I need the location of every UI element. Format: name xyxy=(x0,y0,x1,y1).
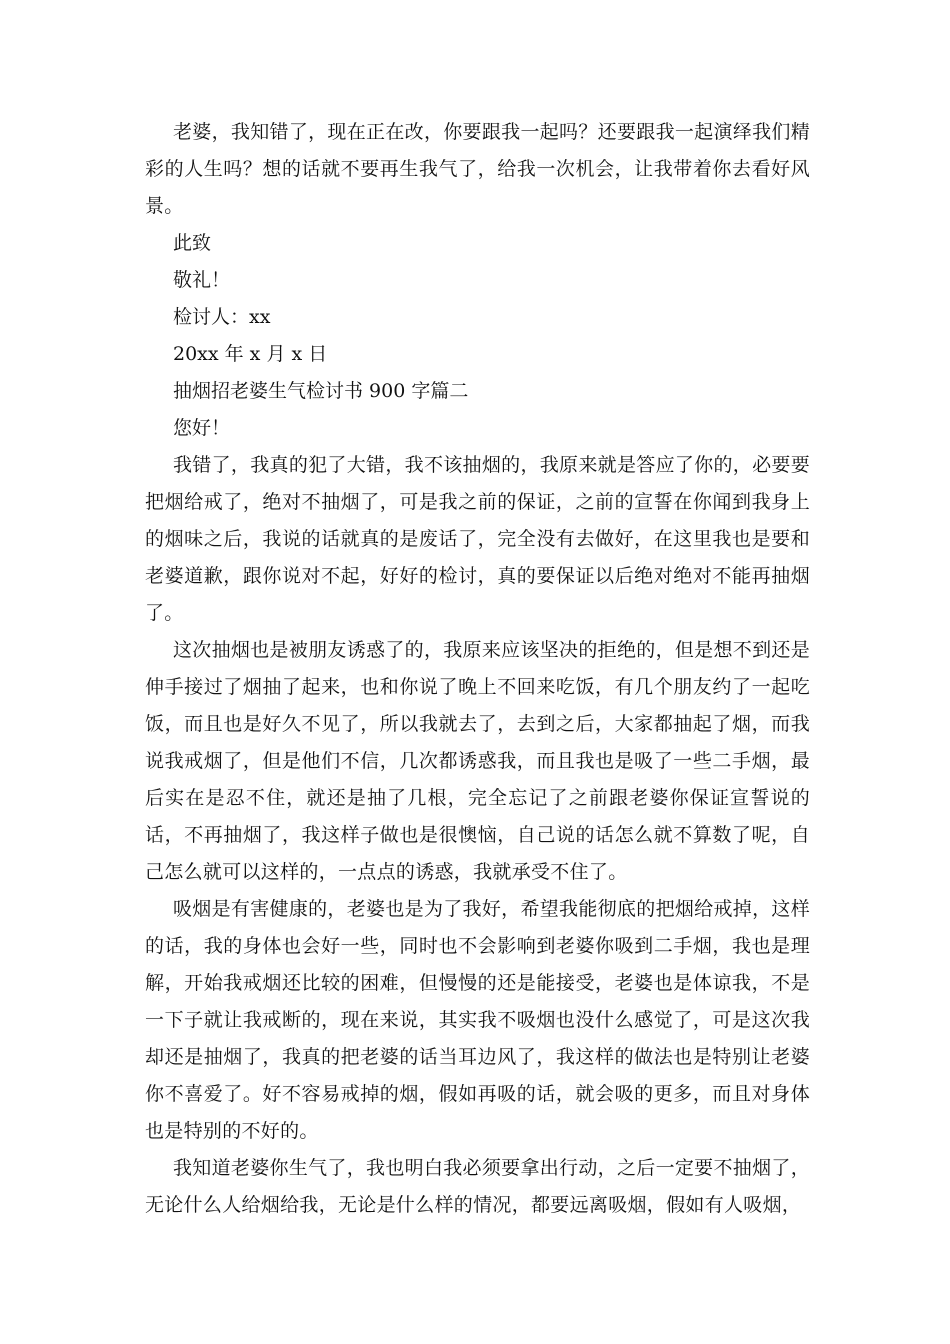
paragraph-temptation: 这次抽烟也是被朋友诱惑了的，我原来应该坚决的拒绝的，但是想不到还是伸手接过了烟抽了起来，也和你说了晚上不回来吃饭，有几个朋友约了一起吃饭，而且也是好久不见了，所以我就去了，去到之后，大家都抽起了烟，而我说我戒烟了，但是他们不信，几次都诱惑我，而且我也是吸了一些二手烟，最后实在是忍不住，就还是抽了几根，完全忘记了之前跟老婆你保证宣誓说的话，不再抽烟了，我这样子做也是很懊恼，自己说的话怎么就不算数了呢，自己怎么就可以这样的，一点点的诱惑，我就承受不住了。 xyxy=(145,639,810,883)
section-title: 抽烟招老婆生气检讨书 900 字篇二 xyxy=(173,380,469,402)
signer-line: 检讨人：xx xyxy=(173,306,271,328)
document-body xyxy=(145,114,810,1224)
greeting-line: 您好！ xyxy=(173,417,231,439)
date-line: 20xx 年 x 月 x 日 xyxy=(173,343,328,365)
closing-salutation: 此致 xyxy=(173,232,212,254)
paragraph-apology-closing: 老婆，我知错了，现在正在改，你要跟我一起吗？还要跟我一起演绎我们精彩的人生吗？想的话就不要再生我气了，给我一次机会，让我带着你去看好风景。 xyxy=(145,121,810,217)
paragraph-admission: 我错了，我真的犯了大错，我不该抽烟的，我原来就是答应了你的，必要要把烟给戒了，绝对不抽烟了，可是我之前的保证，之前的宣誓在你闻到我身上的烟味之后，我说的话就真的是废话了，完全没有去做好，在这里我也是要和老婆道歉，跟你说对不起，好好的检讨，真的要保证以后绝对绝对不能再抽烟了。 xyxy=(145,454,810,624)
closing-respect: 敬礼！ xyxy=(173,269,231,291)
paragraph-commitment: 我知道老婆你生气了，我也明白我必须要拿出行动，之后一定要不抽烟了，无论什么人给烟给我，无论是什么样的情况，都要远离吸烟，假如有人吸烟， xyxy=(145,1157,810,1216)
paragraph-health: 吸烟是有害健康的，老婆也是为了我好，希望我能彻底的把烟给戒掉，这样的话，我的身体也会好一些，同时也不会影响到老婆你吸到二手烟，我也是理解，开始我戒烟还比较的困难，但慢慢的还是能接受，老婆也是体谅我，不是一下子就让我戒断的，现在来说，其实我不吸烟也没什么感觉了，可是这次我却还是抽烟了，我真的把老婆的话当耳边风了，我这样的做法也是特别让老婆你不喜爱了。好不容易戒掉的烟，假如再吸的话，就会吸的更多，而且对身体也是特别的不好的。 xyxy=(145,898,810,1142)
